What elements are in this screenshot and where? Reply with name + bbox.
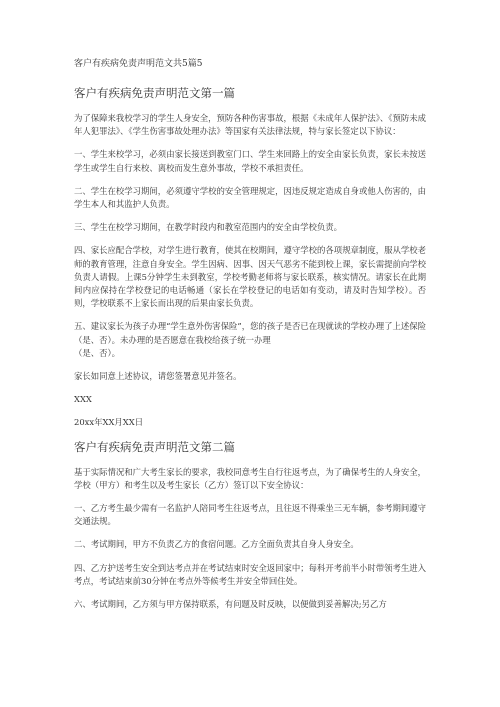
section1-item-2: 二、学生在校学习期间，必须遵守学校的安全管理规定，因违反规定造成自身或他人伤害的，由学生本人和其监护人负责。 bbox=[74, 185, 426, 210]
section2-item-2: 二、考试期间，甲方不负责乙方的食宿问题。乙方全面负责其自身人身安全。 bbox=[74, 539, 359, 550]
signature-date: 20xx年XX月XX日 bbox=[74, 417, 144, 428]
section1-item-5-answer: （是、否）。 bbox=[74, 347, 121, 358]
section2-intro: 基于实际情况和广大考生家长的要求，我校同意考生自行往返考点，为了确保考生的人身安全，学校（甲方）和考生以及考生家长（乙方）签订以下安全协议： bbox=[74, 466, 426, 490]
section1-item-5 bbox=[74, 320, 426, 360]
section1-closing: 家长如同意上述协议，请您签署意见并签名。 bbox=[74, 371, 242, 382]
section1-item-1: 一、学生来校学习，必须由家长接送到教室门口、学生来回路上的安全由家长负责，家长未按送学生或学生自行来校、离校而发生意外事故，学校不承担责任。 bbox=[74, 149, 426, 173]
document-title: 客户有疾病免责声明范文共5篇5 bbox=[74, 59, 203, 69]
section-heading-1: 客户有疾病免责声明范文第一篇 bbox=[74, 86, 235, 100]
section-heading-2: 客户有疾病免责声明范文第二篇 bbox=[74, 439, 235, 454]
section1-item-3: 三、学生在校学习期间，在教学时段内和教室范围内的安全由学校负责。 bbox=[74, 222, 342, 233]
section1-intro: 为了保障来我校学习的学生人身安全，预防各种伤害事故，根据《未成年人保护法》、《预防未成年人犯罪法》、《学生伤害事故处理办法》等国家有关法律法规，特与家长签定以下协议： bbox=[74, 113, 426, 137]
section2-item-4: 四、乙方护送考生安全到达考点并在考试结束时安全返回家中；每科开考前半小时带领考生进入考点，考试结束前30分钟在考点外等候考生并安全带回住处。 bbox=[74, 562, 426, 586]
section1-item-4: 四、家长应配合学校，对学生进行教育，使其在校期间，遵守学校的各项规章制度，服从学校老师的教育管理，注意自身安全。学生因病、因事、因天气恶劣不能到校上课，家长需提前向学校负责人请假。上课5分钟学生未到教室，学校考勤老师将与家长联系，核实情况。请家长在此期间内应保持在学校登记的电话畅通（家长在学校登记的电话如有变动，请及时告知学校）。否则，学校联系不上家长而出现的后果由家长负责。 bbox=[74, 245, 426, 309]
section1-item-5-text: 五、建议家长为孩子办理“学生意外伤害保险”，您的孩子是否已在现就读的学校办理了上述保险（是、否）。未办理的是否愿意在我校给孩子统一办理 bbox=[74, 321, 426, 345]
section2-item-6: 六、考试期间，乙方须与甲方保持联系，有问题及时反映，以便做到妥善解决;另乙方 bbox=[74, 599, 387, 610]
section2-item-1: 一、乙方考生最少需有一名监护人陪同考生往返考点，且往返不得乘坐三无车辆，参考期间遵守交通法规。 bbox=[74, 503, 426, 527]
signature-name: XXX bbox=[74, 394, 92, 405]
